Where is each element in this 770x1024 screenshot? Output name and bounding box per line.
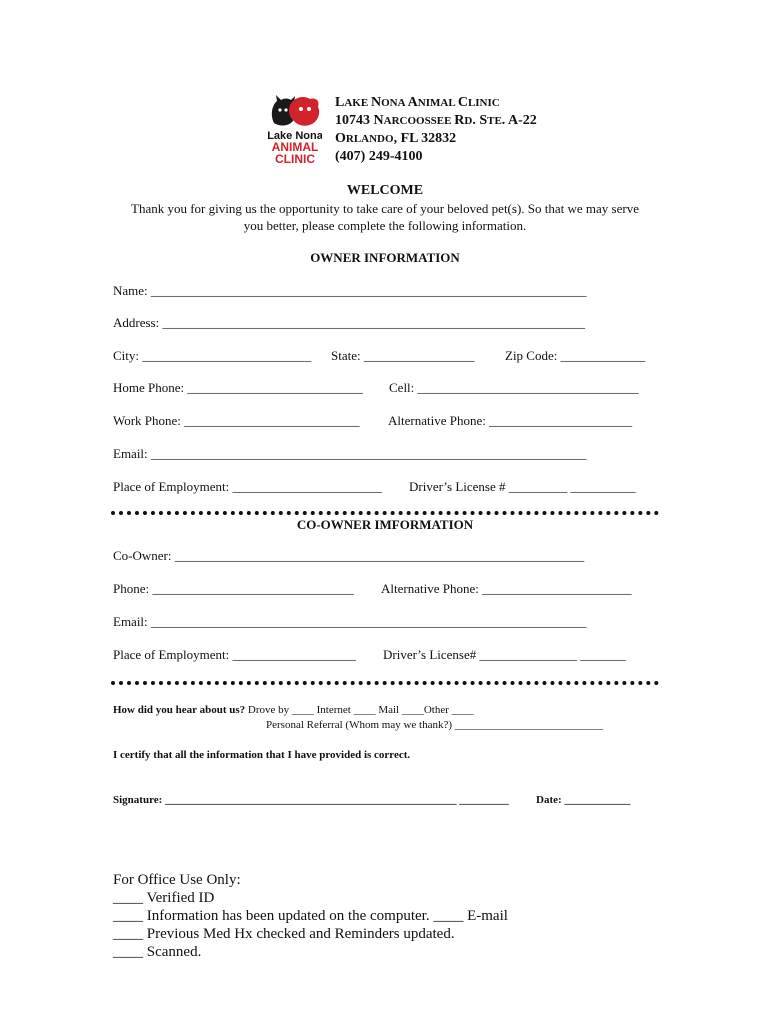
clinic-phone: (407) 249-4100 xyxy=(335,149,423,164)
clinic-address: 10743 NARCOOSSEE RD. STE. A-22 xyxy=(335,113,537,128)
section-divider xyxy=(111,511,659,515)
owner-work-phone-field[interactable]: Work Phone: ___________________________ xyxy=(113,413,360,428)
referral-question: How did you hear about us? xyxy=(113,704,246,716)
owner-employment-field[interactable]: Place of Employment: _______________________ xyxy=(113,479,383,494)
welcome-line-2: you better, please complete the following information. xyxy=(243,218,527,233)
owner-zip-field[interactable]: Zip Code: _____________ xyxy=(505,348,646,363)
logo-line-3: CLINIC xyxy=(275,152,315,165)
owner-address-field[interactable]: Address: _________________________________________________________________ xyxy=(113,315,585,330)
office-use-title: For Office Use Only: xyxy=(113,872,241,888)
owner-name-field[interactable]: Name: ___________________________________________________________________ xyxy=(113,283,587,298)
coowner-section-title: CO-OWNER IMFORMATION xyxy=(296,517,474,532)
referral-personal-field[interactable]: Personal Referral (Whom may we thank?) ___________________________ xyxy=(266,719,604,731)
office-use-block xyxy=(113,871,508,961)
owner-license-field[interactable]: Driver’s License # _________ __________ xyxy=(409,479,636,494)
referral-options[interactable]: Drove by ____ Internet ____ Mail ____Other ____ xyxy=(247,704,474,716)
pet-silhouette-icon xyxy=(268,93,322,165)
owner-email-field[interactable]: Email: ___________________________________________________________________ xyxy=(113,446,587,461)
clinic-logo xyxy=(268,93,322,165)
welcome-text xyxy=(0,200,770,234)
coowner-name-field[interactable]: Co-Owner: _______________________________________________________________ xyxy=(113,548,585,563)
office-item-scanned[interactable]: ____ Scanned. xyxy=(113,944,202,960)
coowner-email-field[interactable]: Email: ___________________________________________________________________ xyxy=(113,614,587,629)
coowner-license-field[interactable]: Driver’s License# _______________ _______ xyxy=(383,647,626,662)
coowner-alt-phone-field[interactable]: Alternative Phone: _______________________ xyxy=(381,581,632,596)
office-item-verified-id[interactable]: ____ Verified ID xyxy=(113,890,215,906)
clinic-city: ORLANDO, FL 32832 xyxy=(335,131,457,146)
owner-state-field[interactable]: State: _________________ xyxy=(331,348,475,363)
clinic-header xyxy=(335,94,537,166)
office-item-med-hx[interactable]: ____ Previous Med Hx checked and Reminders updated. xyxy=(113,926,455,942)
welcome-line-1: Thank you for giving us the opportunity to take care of your beloved pet(s). So that we may serve xyxy=(131,201,639,216)
owner-cell-field[interactable]: Cell: __________________________________ xyxy=(389,380,639,395)
section-divider xyxy=(111,681,659,685)
logo-line-2: ANIMAL xyxy=(271,140,319,154)
signature-date-field[interactable]: Date: ____________ xyxy=(536,794,631,806)
owner-city-field[interactable]: City: __________________________ xyxy=(113,348,312,363)
coowner-employment-field[interactable]: Place of Employment: ___________________ xyxy=(113,647,357,662)
referral-row xyxy=(113,704,474,716)
owner-section-title: OWNER INFORMATION xyxy=(310,250,460,265)
owner-home-phone-field[interactable]: Home Phone: ___________________________ xyxy=(113,380,363,395)
coowner-phone-field[interactable]: Phone: _______________________________ xyxy=(113,581,354,596)
clinic-name: LAKE NONA ANIMAL CLINIC xyxy=(335,95,500,110)
signature-field[interactable]: Signature: _____________________________________________________ _________ xyxy=(113,794,509,806)
owner-alt-phone-field[interactable]: Alternative Phone: ______________________ xyxy=(388,413,633,428)
office-item-info-updated[interactable]: ____ Information has been updated on the computer. ____ E-mail xyxy=(113,908,508,924)
certify-statement: I certify that all the information that I have provided is correct. xyxy=(113,749,411,761)
logo-line-1: Lake Nona xyxy=(268,130,322,142)
welcome-title: WELCOME xyxy=(346,183,424,198)
